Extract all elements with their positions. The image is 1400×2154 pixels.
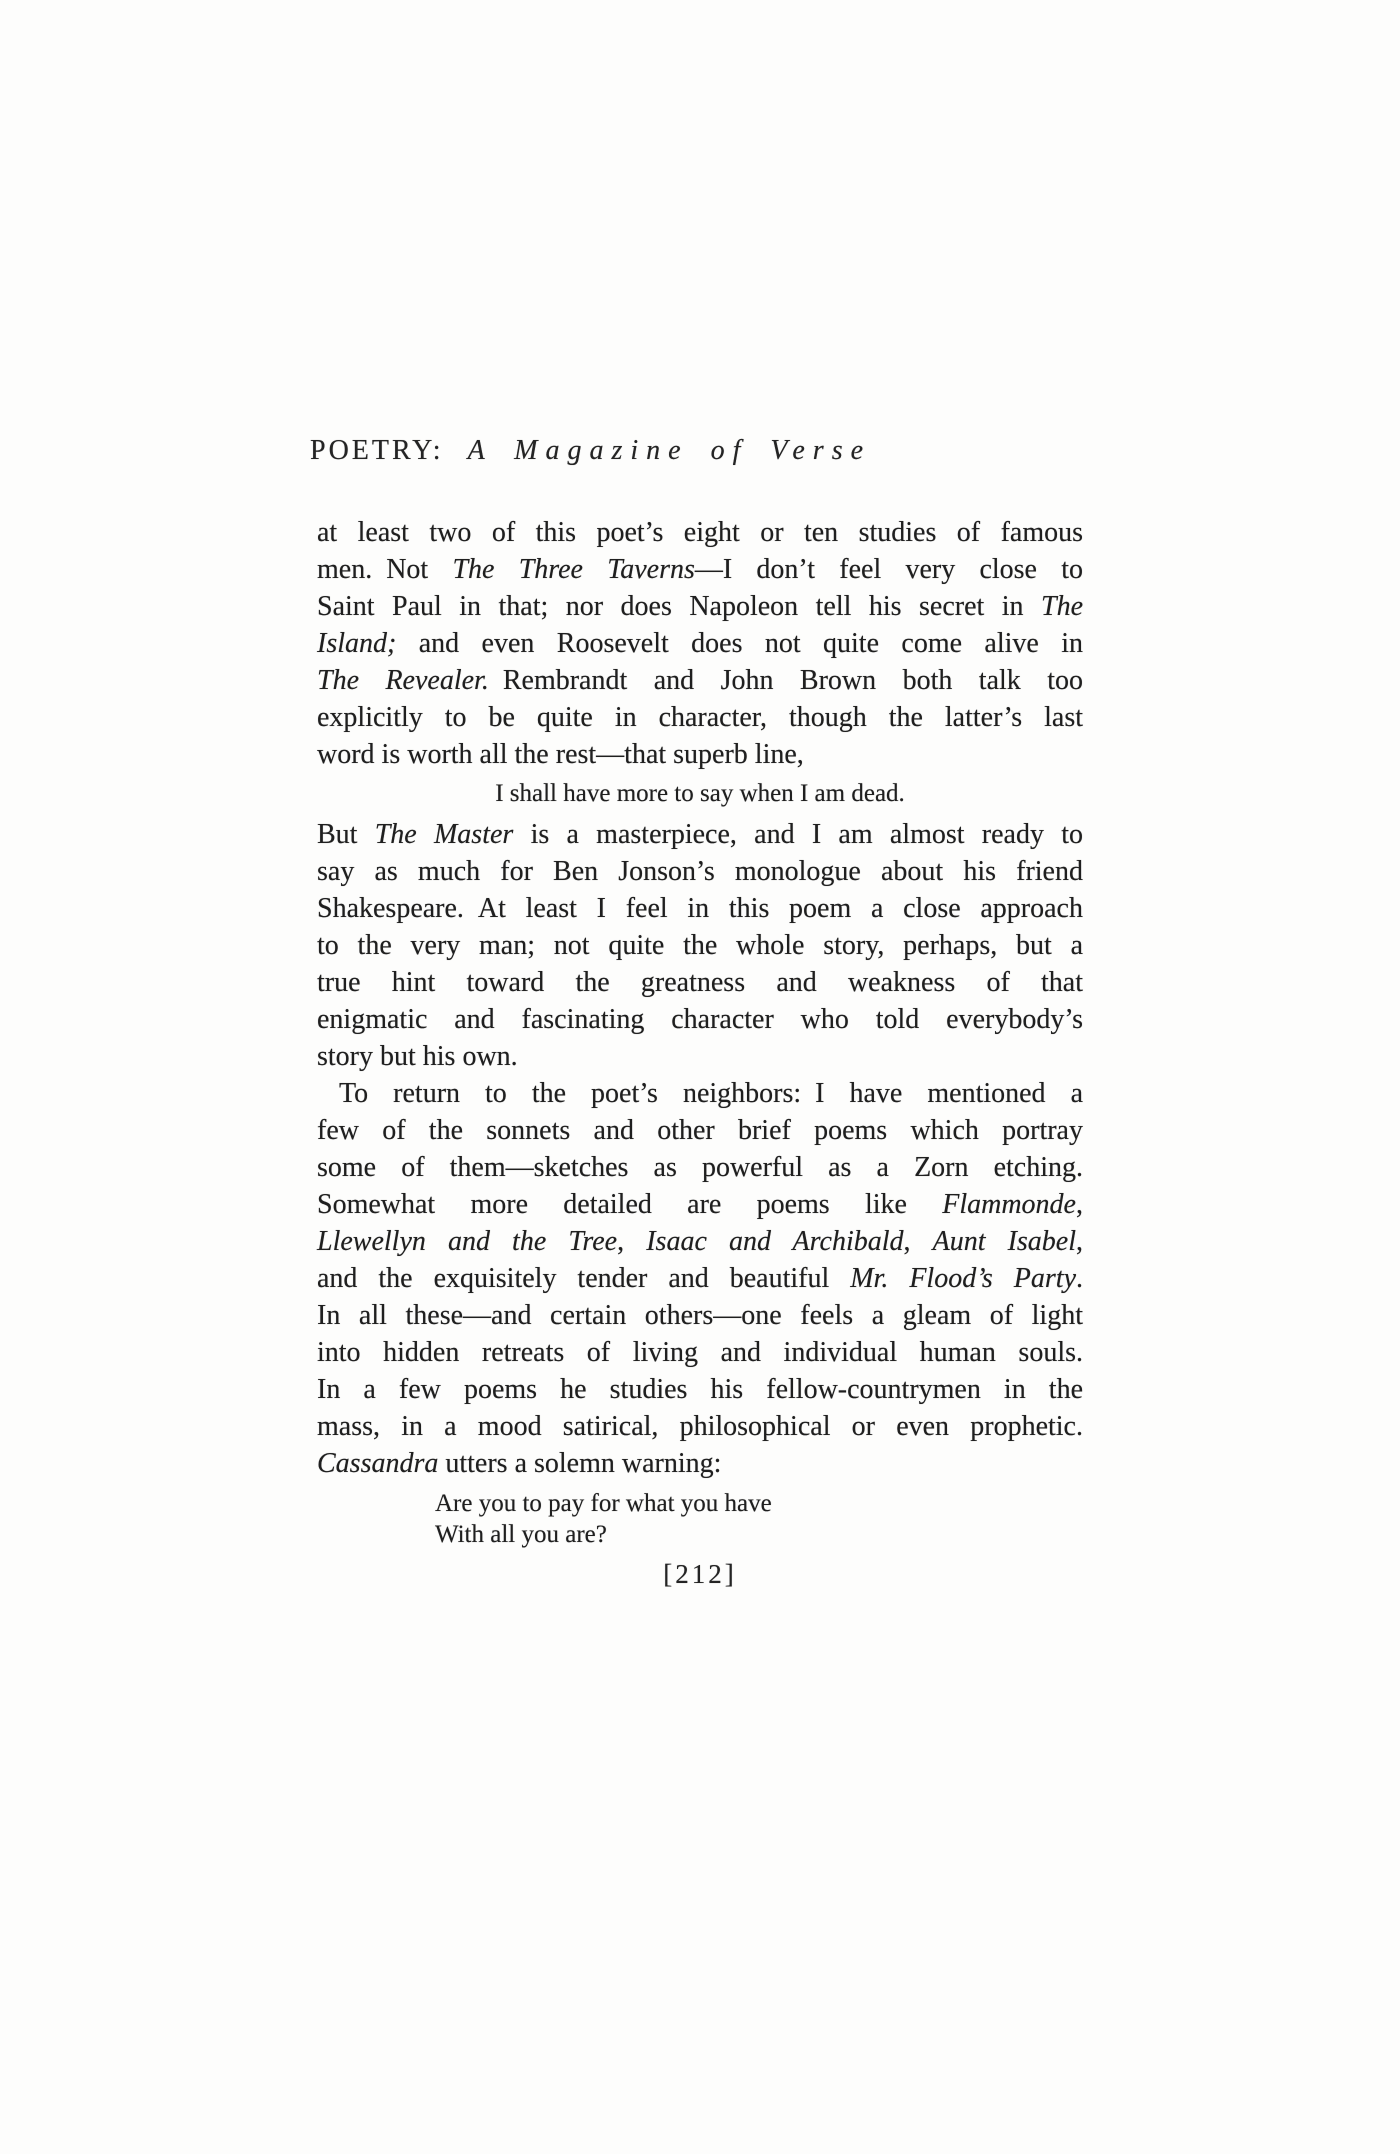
text-line: few of the sonnets and other brief poems which portray xyxy=(317,1115,1083,1146)
italic-work-title: The xyxy=(1041,591,1083,622)
italic-work-title: Island; xyxy=(317,628,397,659)
text-column xyxy=(310,432,1084,1593)
text-line: to the very man; not quite the whole story, perhaps, but a xyxy=(317,930,1083,961)
text-line: To return to the poet’s neighbors: I have mentioned a xyxy=(339,1078,1083,1109)
text-line: into hidden retreats of living and individual human souls. xyxy=(317,1337,1083,1368)
italic-work-title: Llewellyn and the Tree xyxy=(317,1226,618,1257)
inline-verse-quote xyxy=(317,777,1083,811)
text-line: The Revealer. Rembrandt and John Brown both talk too xyxy=(317,665,1083,696)
text-line: With all you are? xyxy=(435,1521,607,1548)
paragraph-continuation xyxy=(317,514,1083,773)
text-line: Shakespeare. At least I feel in this poem a close approach xyxy=(317,893,1083,924)
italic-work-title: Flammonde xyxy=(942,1189,1076,1220)
text-line: mass, in a mood satirical, philosophical or even prophetic. xyxy=(317,1411,1083,1442)
text-line: at least two of this poet’s eight or ten studies of famous xyxy=(317,517,1083,548)
page-number: [212] xyxy=(663,1559,737,1589)
running-header xyxy=(310,432,1083,469)
text-line: true hint toward the greatness and weakness of that xyxy=(317,967,1083,998)
text-line: story but his own. xyxy=(317,1041,518,1072)
italic-work-title: The Revealer. xyxy=(317,665,489,696)
text-line: and the exquisitely tender and beautiful Mr. Flood’s Party. xyxy=(317,1263,1083,1294)
text-line: some of them—sketches as powerful as a Zorn etching. xyxy=(317,1152,1083,1183)
header-magazine-label: POETRY: xyxy=(310,435,444,466)
text-line: enigmatic and fascinating character who told everybody’s xyxy=(317,1004,1083,1035)
italic-work-title: Isaac and Archibald xyxy=(646,1226,904,1257)
text-line: Cassandra utters a solemn warning: xyxy=(317,1448,722,1479)
text-line: Saint Paul in that; nor does Napoleon tell his secret in The xyxy=(317,591,1083,622)
text-line: In all these—and certain others—one feels a gleam of light xyxy=(317,1300,1083,1331)
text-line: But The Master is a masterpiece, and I am almost ready to xyxy=(317,819,1083,850)
paragraph-the-master xyxy=(317,816,1083,1075)
italic-work-title: Cassandra xyxy=(317,1448,439,1479)
italic-work-title: The Three Taverns xyxy=(452,554,695,585)
text-body xyxy=(317,514,1083,1550)
paragraph-neighbors xyxy=(317,1075,1083,1482)
italic-work-title: Mr. Flood’s Party xyxy=(850,1263,1076,1294)
text-line: In a few poems he studies his fellow-countrymen in the xyxy=(317,1374,1083,1405)
italic-work-title: Aunt Isabel xyxy=(932,1226,1077,1257)
text-line: Llewellyn and the Tree, Isaac and Archibald, Aunt Isabel, xyxy=(317,1226,1084,1257)
text-line: Somewhat more detailed are poems like Flammonde, xyxy=(317,1189,1083,1220)
text-line: explicitly to be quite in character, though the latter’s last xyxy=(317,702,1083,733)
header-magazine-title: A Magazine of Verse xyxy=(467,435,872,466)
text-line: Island; and even Roosevelt does not quite come alive in xyxy=(317,628,1083,659)
verse-quote xyxy=(435,1488,1083,1550)
text-line: say as much for Ben Jonson’s monologue about his friend xyxy=(317,856,1083,887)
text-line: men. Not The Three Taverns—I don’t feel very close to xyxy=(317,554,1083,585)
text-line: Are you to pay for what you have xyxy=(435,1490,772,1517)
text-line: I shall have more to say when I am dead. xyxy=(495,780,905,807)
italic-work-title: The Master xyxy=(374,819,514,850)
text-line: word is worth all the rest—that superb line, xyxy=(317,739,804,770)
